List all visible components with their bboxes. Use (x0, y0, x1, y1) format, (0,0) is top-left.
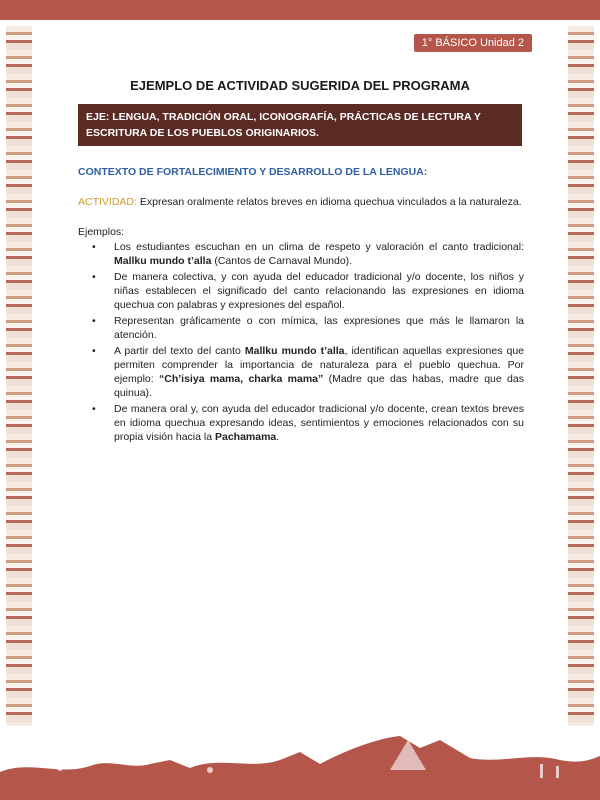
bullet-icon: • (92, 403, 96, 415)
activity-label: ACTIVIDAD: (78, 196, 137, 208)
left-decorative-border (6, 26, 32, 726)
bullet-icon: • (92, 345, 96, 357)
bullet-icon: • (92, 315, 96, 327)
list-item: • Los estudiantes escuchan en un clima de respeto y valoración el canto tradicional: Mallku mundo t’alla (Cantos de Carnaval Mundo). (92, 241, 524, 267)
axis-header: EJE: LENGUA, TRADICIÓN ORAL, ICONOGRAFÍA, PRÁCTICAS DE LECTURA Y ESCRITURA DE LOS PUEBLOS ORIGINARIOS. (78, 104, 522, 146)
list-item: • A partir del texto del canto Mallku mundo t’alla, identifican aquellas expresiones que permiten comprender la importancia de naturaleza para el pueblo quechua. Por ejemplo: “Ch’isiya mama, charka mama” (Madre que das habas, madre que das quinua). (92, 345, 525, 399)
grade-unit-badge: 1° BÁSICO Unidad 2 (414, 34, 532, 52)
activity-line (78, 196, 522, 208)
examples-label: Ejemplos: (78, 226, 125, 238)
list-item: • Representan gráficamente o con mímica, las expresiones que más le llamaron la atención. (92, 315, 524, 341)
examples-list (78, 240, 524, 446)
bullet-icon: • (92, 241, 96, 253)
context-heading: CONTEXTO DE FORTALECIMIENTO Y DESARROLLO DE LA LENGUA: (78, 166, 428, 178)
page-title: EJEMPLO DE ACTIVIDAD SUGERIDA DEL PROGRAMA (130, 78, 470, 93)
activity-text: Expresan oralmente relatos breves en idioma quechua vinculados a la naturaleza. (136, 196, 522, 208)
list-item: • De manera oral y, con ayuda del educador tradicional y/o docente, crean textos breves en idioma quechua expresando ideas, sentimientos y emociones relacionados con su propia visión hacia la Pachamama. (92, 403, 524, 443)
right-decorative-border (568, 26, 594, 726)
list-item: • De manera colectiva, y con ayuda del educador tradicional y/o docente, los niños y niñas establecen el significado del canto relacionando las expresiones en idioma quechua con palabras y expresiones del español. (92, 271, 524, 311)
bullet-icon: • (92, 271, 96, 283)
top-decorative-bar (0, 0, 600, 20)
footer-landscape-illustration (0, 730, 600, 800)
